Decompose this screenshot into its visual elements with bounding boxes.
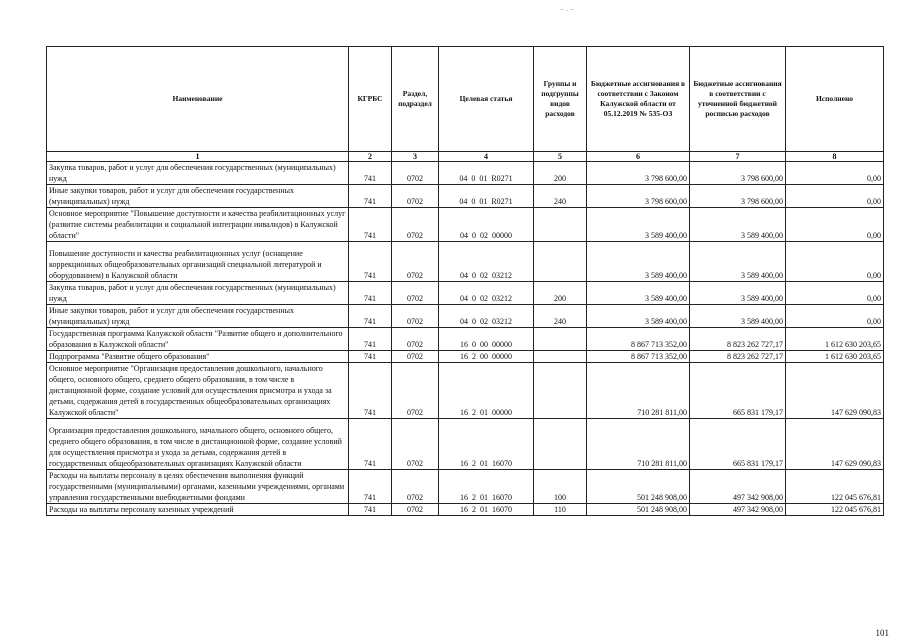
row-target: 16 2 01 16070 bbox=[439, 419, 534, 470]
header-executed: Исполнено bbox=[786, 47, 884, 152]
row-kgrbs: 741 bbox=[349, 208, 392, 242]
row-law-amount: 8 867 713 352,00 bbox=[587, 328, 690, 351]
row-refined-amount: 3 589 400,00 bbox=[690, 305, 786, 328]
row-law-amount: 8 867 713 352,00 bbox=[587, 351, 690, 363]
row-target: 04 0 01 R0271 bbox=[439, 185, 534, 208]
row-law-amount: 3 589 400,00 bbox=[587, 282, 690, 305]
row-executed-amount: 147 629 090,83 bbox=[786, 419, 884, 470]
column-number: 4 bbox=[439, 152, 534, 162]
row-group bbox=[534, 208, 587, 242]
header-name: Наименование bbox=[47, 47, 349, 152]
row-refined-amount: 3 798 600,00 bbox=[690, 162, 786, 185]
row-group bbox=[534, 242, 587, 282]
row-law-amount: 3 589 400,00 bbox=[587, 208, 690, 242]
table-row bbox=[47, 363, 884, 419]
row-refined-amount: 3 798 600,00 bbox=[690, 185, 786, 208]
column-number: 8 bbox=[786, 152, 884, 162]
column-number: 1 bbox=[47, 152, 349, 162]
row-group bbox=[534, 351, 587, 363]
row-kgrbs: 741 bbox=[349, 328, 392, 351]
column-number-row bbox=[47, 152, 884, 162]
row-section: 0702 bbox=[392, 419, 439, 470]
row-section: 0702 bbox=[392, 363, 439, 419]
row-group: 200 bbox=[534, 162, 587, 185]
row-target: 04 0 01 R0271 bbox=[439, 162, 534, 185]
row-target: 16 2 00 00000 bbox=[439, 351, 534, 363]
row-target: 04 0 02 03212 bbox=[439, 242, 534, 282]
row-refined-amount: 8 823 262 727,17 bbox=[690, 328, 786, 351]
top-mark: – . – bbox=[560, 4, 574, 13]
row-refined-amount: 665 831 179,17 bbox=[690, 419, 786, 470]
row-target: 04 0 02 00000 bbox=[439, 208, 534, 242]
row-section: 0702 bbox=[392, 208, 439, 242]
table-row bbox=[47, 185, 884, 208]
table-row bbox=[47, 351, 884, 363]
row-group bbox=[534, 419, 587, 470]
row-executed-amount: 147 629 090,83 bbox=[786, 363, 884, 419]
row-name: Повышение доступности и качества реабилитационных услуг (оснащение коррекционных общеобразовательных организаций специальной литературой и оборудованием) в Калужской области bbox=[47, 242, 349, 282]
row-name: Иные закупки товаров, работ и услуг для обеспечения государственных (муниципальных) нужд bbox=[47, 185, 349, 208]
row-group bbox=[534, 328, 587, 351]
header-law: Бюджетные ассигнования в соответствии с Законом Калужской области от 05.12.2019 № 535-ОЗ bbox=[587, 47, 690, 152]
row-executed-amount: 0,00 bbox=[786, 162, 884, 185]
column-number: 6 bbox=[587, 152, 690, 162]
header-target: Целевая статья bbox=[439, 47, 534, 152]
row-section: 0702 bbox=[392, 185, 439, 208]
row-section: 0702 bbox=[392, 162, 439, 185]
table-row bbox=[47, 208, 884, 242]
row-executed-amount: 0,00 bbox=[786, 185, 884, 208]
row-executed-amount: 122 045 676,81 bbox=[786, 504, 884, 516]
row-kgrbs: 741 bbox=[349, 185, 392, 208]
row-kgrbs: 741 bbox=[349, 419, 392, 470]
row-executed-amount: 122 045 676,81 bbox=[786, 470, 884, 504]
row-section: 0702 bbox=[392, 470, 439, 504]
row-executed-amount: 1 612 630 203,65 bbox=[786, 328, 884, 351]
row-kgrbs: 741 bbox=[349, 282, 392, 305]
row-kgrbs: 741 bbox=[349, 363, 392, 419]
row-name: Закупка товаров, работ и услуг для обеспечения государственных (муниципальных) нужд bbox=[47, 162, 349, 185]
row-group: 100 bbox=[534, 470, 587, 504]
table-row bbox=[47, 504, 884, 516]
row-refined-amount: 8 823 262 727,17 bbox=[690, 351, 786, 363]
header-row bbox=[47, 47, 884, 152]
row-kgrbs: 741 bbox=[349, 305, 392, 328]
row-group: 200 bbox=[534, 282, 587, 305]
row-kgrbs: 741 bbox=[349, 162, 392, 185]
row-group bbox=[534, 363, 587, 419]
column-number: 3 bbox=[392, 152, 439, 162]
row-law-amount: 710 281 811,00 bbox=[587, 363, 690, 419]
row-target: 16 2 01 00000 bbox=[439, 363, 534, 419]
row-name: Закупка товаров, работ и услуг для обеспечения государственных (муниципальных) нужд bbox=[47, 282, 349, 305]
column-number: 2 bbox=[349, 152, 392, 162]
row-refined-amount: 665 831 179,17 bbox=[690, 363, 786, 419]
row-kgrbs: 741 bbox=[349, 470, 392, 504]
row-name: Расходы на выплаты персоналу казенных учреждений bbox=[47, 504, 349, 516]
row-target: 16 2 01 16070 bbox=[439, 504, 534, 516]
row-kgrbs: 741 bbox=[349, 351, 392, 363]
row-executed-amount: 1 612 630 203,65 bbox=[786, 351, 884, 363]
table-row bbox=[47, 282, 884, 305]
row-target: 04 0 02 03212 bbox=[439, 305, 534, 328]
row-section: 0702 bbox=[392, 282, 439, 305]
row-target: 16 2 01 16070 bbox=[439, 470, 534, 504]
row-group: 110 bbox=[534, 504, 587, 516]
table-row bbox=[47, 419, 884, 470]
row-name: Основное мероприятие "Повышение доступности и качества реабилитационных услуг (развитие системы реабилитации и социальной интеграции инвалидов) в Калужской области" bbox=[47, 208, 349, 242]
table-row bbox=[47, 162, 884, 185]
header-refined: Бюджетные ассигнования в соответствии с уточненной бюджетной росписью расходов bbox=[690, 47, 786, 152]
row-refined-amount: 497 342 908,00 bbox=[690, 470, 786, 504]
row-law-amount: 3 798 600,00 bbox=[587, 185, 690, 208]
row-executed-amount: 0,00 bbox=[786, 305, 884, 328]
row-kgrbs: 741 bbox=[349, 242, 392, 282]
row-group: 240 bbox=[534, 305, 587, 328]
row-kgrbs: 741 bbox=[349, 504, 392, 516]
row-law-amount: 3 589 400,00 bbox=[587, 242, 690, 282]
row-name: Организация предоставления дошкольного, начального общего, основного общего, среднего общего образования, в том числе в дистанционной форме, создание условий для осуществления присмотра и ухода за детьми, содержания детей в государственных общеобразовательных организациях Калужской области bbox=[47, 419, 349, 470]
header-kgrbs: КГРБС bbox=[349, 47, 392, 152]
row-section: 0702 bbox=[392, 328, 439, 351]
row-executed-amount: 0,00 bbox=[786, 242, 884, 282]
header-section: Раздел, подраздел bbox=[392, 47, 439, 152]
table-row bbox=[47, 305, 884, 328]
row-target: 04 0 02 03212 bbox=[439, 282, 534, 305]
row-name: Государственная программа Калужской области "Развитие общего и дополнительного образования в Калужской области" bbox=[47, 328, 349, 351]
row-name: Расходы на выплаты персоналу в целях обеспечения выполнения функций государственными (муниципальными) органами, казенными учреждениями, органами управления государственными внебюджетными фондами bbox=[47, 470, 349, 504]
row-name: Иные закупки товаров, работ и услуг для обеспечения государственных (муниципальных) нужд bbox=[47, 305, 349, 328]
table-row bbox=[47, 470, 884, 504]
row-refined-amount: 3 589 400,00 bbox=[690, 242, 786, 282]
column-number: 5 bbox=[534, 152, 587, 162]
header-group: Группы и подгруппы видов расходов bbox=[534, 47, 587, 152]
row-refined-amount: 497 342 908,00 bbox=[690, 504, 786, 516]
table-row bbox=[47, 328, 884, 351]
row-executed-amount: 0,00 bbox=[786, 282, 884, 305]
row-executed-amount: 0,00 bbox=[786, 208, 884, 242]
column-number: 7 bbox=[690, 152, 786, 162]
row-section: 0702 bbox=[392, 305, 439, 328]
row-law-amount: 501 248 908,00 bbox=[587, 470, 690, 504]
row-refined-amount: 3 589 400,00 bbox=[690, 208, 786, 242]
row-law-amount: 710 281 811,00 bbox=[587, 419, 690, 470]
row-section: 0702 bbox=[392, 351, 439, 363]
row-section: 0702 bbox=[392, 242, 439, 282]
row-law-amount: 3 798 600,00 bbox=[587, 162, 690, 185]
row-law-amount: 3 589 400,00 bbox=[587, 305, 690, 328]
row-law-amount: 501 248 908,00 bbox=[587, 504, 690, 516]
row-section: 0702 bbox=[392, 504, 439, 516]
row-name: Подпрограмма "Развитие общего образования" bbox=[47, 351, 349, 363]
row-refined-amount: 3 589 400,00 bbox=[690, 282, 786, 305]
page-number: 101 bbox=[875, 628, 889, 638]
row-group: 240 bbox=[534, 185, 587, 208]
row-name: Основное мероприятие "Организация предоставления дошкольного, начального общего, основного общего, среднего общего образования, в том числе в дистанционной форме, создание условий для осуществления присмотра и ухода за детьми, содержания детей в государственных общеобразовательных организациях Калужской области" bbox=[47, 363, 349, 419]
budget-table bbox=[46, 46, 884, 516]
row-target: 16 0 00 00000 bbox=[439, 328, 534, 351]
table-row bbox=[47, 242, 884, 282]
